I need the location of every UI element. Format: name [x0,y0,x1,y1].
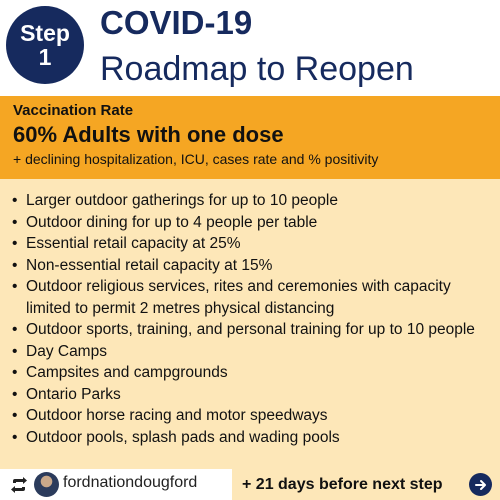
bullet-icon: • [12,235,18,252]
bullet-icon: • [12,385,18,403]
repost-icon[interactable] [8,474,30,496]
list-item-text: Larger outdoor gatherings for up to 10 people [26,192,338,209]
avatar[interactable] [34,472,59,497]
step-badge [6,6,84,84]
arrow-right-icon [474,478,488,492]
bullet-icon: • [12,342,18,360]
page-subtitle: Roadmap to Reopen [100,50,414,88]
next-step-button[interactable] [469,473,492,496]
list-item-text: Ontario Parks [26,385,121,403]
list-item [12,255,492,277]
header [0,0,500,96]
page-title: COVID-19 [100,4,253,41]
list-item-text: Outdoor dining for up to 4 people per table [26,213,318,231]
bullet-icon: • [12,407,18,424]
bullet-icon: • [12,321,18,338]
bullet-icon: • [12,192,18,209]
list-item-text: Non-essential retail capacity at 15% [26,256,273,274]
list-item-text: Essential retail capacity at 25% [26,235,241,252]
list-item-text: Outdoor religious services, rites and ceremonies with capacity limited to permit 2 metres physical distancing [26,278,451,317]
step-number: 1 [38,44,52,70]
list-item-text: Outdoor pools, splash pads and wading pools [26,428,340,446]
vaccination-label: Vaccination Rate [13,102,134,119]
list-item [12,319,492,341]
list-item [12,362,492,384]
list-item [12,212,492,234]
reopening-list [0,179,500,469]
footer [0,469,500,500]
bullet-icon: • [12,364,18,381]
list-item [12,384,492,406]
vaccination-headline: 60% Adults with one dose [13,122,284,147]
bullet-icon: • [12,213,18,231]
list-item [12,341,492,363]
next-step-note [232,469,500,500]
bullet-icon: • [12,278,18,295]
list-item [12,190,492,212]
bullet-icon: • [12,428,18,446]
list-item-text: Day Camps [26,342,107,360]
list-item-text: Outdoor sports, training, and personal training for up to 10 people [26,321,475,338]
next-step-text: + 21 days before next step [242,476,443,493]
vaccination-banner [0,96,500,179]
vaccination-note: + declining hospitalization, ICU, cases rate and % positivity [13,151,379,167]
list-item [12,233,492,255]
list-item [12,405,492,427]
list-item-text: Campsites and campgrounds [26,364,228,381]
list-item-text: Outdoor horse racing and motor speedways [26,407,328,424]
step-word: Step [20,19,70,46]
bullet-icon: • [12,256,18,274]
list-item [12,276,492,319]
account-handle[interactable]: fordnationdougford [63,474,198,491]
list-item [12,427,492,449]
